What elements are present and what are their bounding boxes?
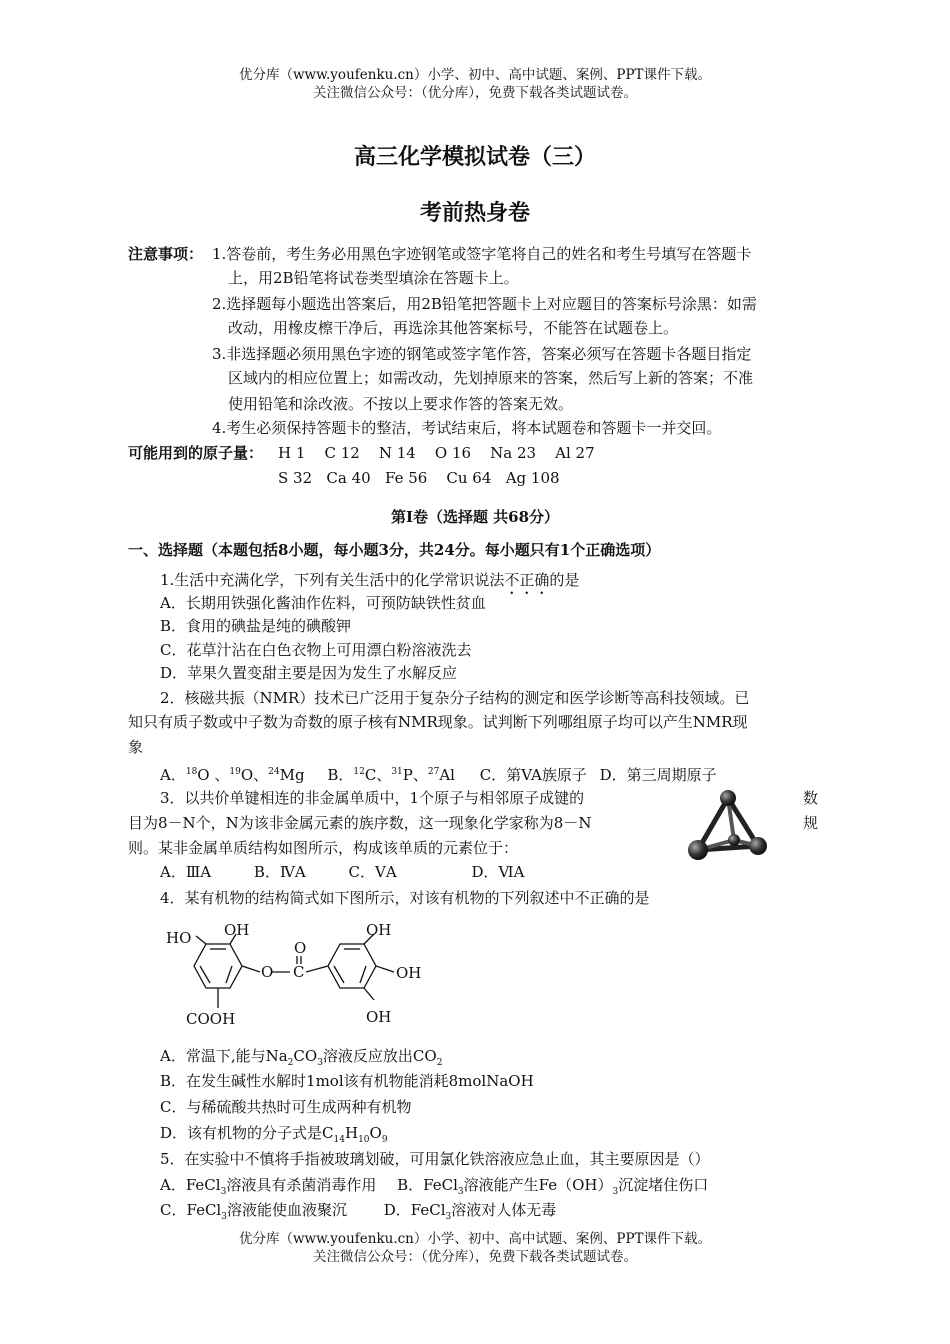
- q4-d-text-2: H: [344, 1124, 359, 1142]
- q1-stem-b: 的是: [549, 571, 580, 589]
- notice-label: 注意事项：: [128, 245, 204, 263]
- q3-stem-line-2: 目为8－N个，N为该非金属元素的族序数，这一现象化学家称为8－N: [128, 814, 592, 832]
- q3-option-a: A．ⅢA: [160, 863, 212, 881]
- oh-bottom-right-label: OH: [366, 1008, 392, 1026]
- q4-d-text-3: O: [369, 1124, 382, 1142]
- oh-top-left-label: OH: [224, 921, 250, 939]
- q2-option-a: [160, 766, 305, 784]
- footer-line-1: 优分库（www.youfenku.cn）小学、初中、高中试题、案例、PPT课件下载。: [238, 1231, 712, 1247]
- oh-right-label: OH: [396, 964, 422, 982]
- q5-d-text-1: D．FeCl: [383, 1201, 446, 1219]
- notice-item-2-cont: 改动，用橡皮檫干净后，再选涂其他答案标号，不能答在试题卷上。: [228, 319, 679, 337]
- q2-a-mass-1: 18: [185, 767, 198, 777]
- q5-d-sub: 3: [445, 1212, 452, 1222]
- tetrahedral-molecule-figure: [686, 788, 770, 868]
- q4-d-text-1: D．该有机物的分子式是C: [160, 1124, 334, 1142]
- q5-stem: 5．在实验中不慎将手指被玻璃划破，可用氯化铁溶液应急止血，其主要原因是（）: [160, 1150, 710, 1168]
- q5-option-a: [160, 1176, 377, 1197]
- atomic-mass-row-1: H 1 C 12 N 14 O 16 Na 23 Al 27: [278, 444, 595, 462]
- q2-stem-line-1: 2．核磁共振（NMR）技术已广泛用于复杂分子结构的测定和医学诊断等高科技领域。已: [160, 689, 750, 707]
- atomic-mass-label: 可能用到的原子量：: [128, 444, 264, 462]
- q3-option-d: D．ⅥA: [471, 863, 525, 881]
- q3-option-c: C．ⅤA: [348, 863, 397, 881]
- notice-item-2: 2.选择题每小题选出答案后，用2B铅笔把答题卡上对应题目的答案标号涂黑：如需: [212, 295, 757, 313]
- q4-d-sub-2: 10: [358, 1135, 370, 1145]
- notice-item-3-cont-2: 使用铅笔和涂改液。不按以上要求作答的答案无效。: [228, 395, 574, 413]
- q5-options-row-2: [160, 1198, 556, 1229]
- q3-stem-line-3: 则。某非金属单质结构如图所示，构成该单质的元素位于：: [128, 839, 519, 857]
- carbonyl-carbon-label: C: [293, 963, 305, 981]
- q5-a-text-2: 溶液具有杀菌消毒作用: [226, 1176, 377, 1194]
- q2-option-d: D．第三周期原子: [599, 766, 717, 784]
- notice-item-1-cont: 上，用2B铅笔将试卷类型填涂在答题卡上。: [228, 269, 519, 287]
- q1-option-d: D．苹果久置变甜主要是因为发生了水解反应: [160, 664, 458, 682]
- q5-b-text-3: 沉淀堵住伤口: [618, 1176, 709, 1194]
- q2-b-element-3: Al: [439, 766, 455, 784]
- q5-c-text-1: C．FeCl: [160, 1201, 222, 1219]
- section-title: 第I卷（选择题 共68分）: [390, 508, 560, 526]
- q2-option-b: [327, 766, 455, 784]
- q1-option-b: B．食用的碘盐是纯的碘酸钾: [160, 617, 352, 635]
- carbonyl-oxygen-label: O: [294, 939, 307, 957]
- q2-b-label: B．: [327, 766, 354, 784]
- q1-stem-a: 1.生活中充满化学，下列有关生活中的化学常识说法: [160, 571, 505, 589]
- q2-a-element-3: Mg: [279, 766, 305, 784]
- q2-a-element-2: O、: [240, 766, 269, 784]
- notice-item-3: 3.非选择题必须用黑色字迹的钢笔或签字笔作答，答案必须写在答题卡各题目指定: [212, 345, 752, 363]
- page-header: [0, 66, 950, 102]
- q2-b-element-2: P、: [402, 766, 428, 784]
- page-footer: [0, 1230, 950, 1266]
- q5-option-b: [397, 1176, 709, 1197]
- q5-d-text-2: 溶液对人体无毒: [451, 1201, 557, 1219]
- atomic-mass-row-2: S 32 Ca 40 Fe 56 Cu 64 Ag 108: [278, 469, 560, 487]
- q3-option-b: B．ⅣA: [253, 863, 306, 881]
- q4-stem: 4．某有机物的结构简式如下图所示，对该有机物的下列叙述中不正确的是: [160, 889, 650, 907]
- part1-title: 一、选择题（本题包括8小题，每小题3分，共24分。每小题只有1个正确选项）: [128, 541, 661, 559]
- cooh-label: COOH: [186, 1010, 236, 1028]
- q4-a-sub-3: 2: [436, 1058, 443, 1068]
- exam-subtitle: 考前热身卷: [419, 200, 530, 226]
- q3-stem-line-1-end: 数: [803, 789, 819, 807]
- q4-a-text-3: 溶液反应放出CO: [322, 1047, 437, 1065]
- q4-a-sub-2: 3: [317, 1058, 323, 1068]
- q2-stem-line-2: 知只有质子数或中子数为奇数的原子核有NMR现象。试判断下列哪组原子均可以产生NMR现: [128, 713, 748, 731]
- q4-a-text-1: A．常温下,能与Na: [160, 1047, 288, 1065]
- q2-b-mass-2: 31: [391, 767, 403, 777]
- exam-title: 高三化学模拟试卷（三）: [353, 144, 596, 170]
- q2-b-mass-1: 12: [353, 767, 365, 777]
- header-line-1: 优分库（www.youfenku.cn）小学、初中、高中试题、案例、PPT课件下载。: [238, 67, 712, 83]
- oh-top-right-label: OH: [366, 921, 392, 939]
- q5-b-sub: 3: [457, 1187, 464, 1197]
- q1-stem-emphasis: 不正确: [504, 571, 550, 589]
- q5-option-c: [160, 1201, 347, 1222]
- notice-item-4: 4.考生必须保持答题卡的整洁，考试结束后，将本试题卷和答题卡一并交回。: [212, 419, 722, 437]
- q4-structural-formula: [160, 916, 460, 1031]
- q5-a-text-1: A．FeCl: [160, 1176, 221, 1194]
- q1-option-c: C．花草汁沾在白色衣物上可用漂白粉溶液洗去: [160, 641, 472, 659]
- q4-d-sub-1: 14: [333, 1135, 345, 1145]
- q4-option-b: B．在发生碱性水解时1mol该有机物能消耗8molNaOH: [160, 1072, 534, 1090]
- ester-oxygen-label: O: [261, 963, 274, 981]
- q5-a-sub: 3: [220, 1187, 227, 1197]
- q4-a-text-2: CO: [293, 1047, 318, 1065]
- notice-item-1: 1.答卷前，考生务必用黑色字迹钢笔或签字笔将自己的姓名和考生号填写在答题卡: [212, 245, 752, 263]
- q3-stem-line-1: 3．以共价单键相连的非金属单质中，1个原子与相邻原子成键的: [160, 789, 585, 807]
- q2-option-c: C．第VA族原子: [479, 766, 587, 784]
- q3-stem-line-2-end: 规: [803, 814, 819, 832]
- q2-a-element-1: O 、: [197, 766, 230, 784]
- q2-a-mass-3: 24: [268, 767, 280, 777]
- q5-c-text-2: 溶液能使血液聚沉: [226, 1201, 347, 1219]
- footer-line-2: 关注微信公众号：（优分库），免费下载各类试题试卷。: [313, 1249, 637, 1265]
- q5-option-d: [383, 1201, 557, 1222]
- q2-a-mass-2: 19: [229, 767, 241, 777]
- notice-item-3-cont: 区域内的相应位置上；如需改动，先划掉原来的答案，然后写上新的答案；不准: [228, 369, 754, 387]
- q2-b-element-1: C、: [364, 766, 392, 784]
- q5-c-sub: 3: [221, 1212, 227, 1222]
- q4-d-sub-3: 9: [381, 1135, 388, 1145]
- q4-a-sub-1: 2: [287, 1058, 294, 1068]
- ho-label: HO: [166, 929, 192, 947]
- q4-option-c: C．与稀硫酸共热时可生成两种有机物: [160, 1098, 412, 1116]
- q3-options: [160, 860, 524, 884]
- q5-b-text-1: B．FeCl: [397, 1176, 458, 1194]
- q2-options: [160, 760, 717, 787]
- q2-a-label: A．: [160, 766, 186, 784]
- q2-b-mass-3: 27: [427, 767, 440, 777]
- q5-b-sub-2: 3: [612, 1187, 619, 1197]
- q1-option-a: A．长期用铁强化酱油作佐料，可预防缺铁性贫血: [160, 594, 486, 612]
- header-line-2: 关注微信公众号：（优分库），免费下载各类试题试卷。: [313, 85, 637, 101]
- q5-b-text-2: 溶液能产生Fe（OH）: [463, 1176, 613, 1194]
- q2-stem-line-3: 象: [128, 738, 144, 756]
